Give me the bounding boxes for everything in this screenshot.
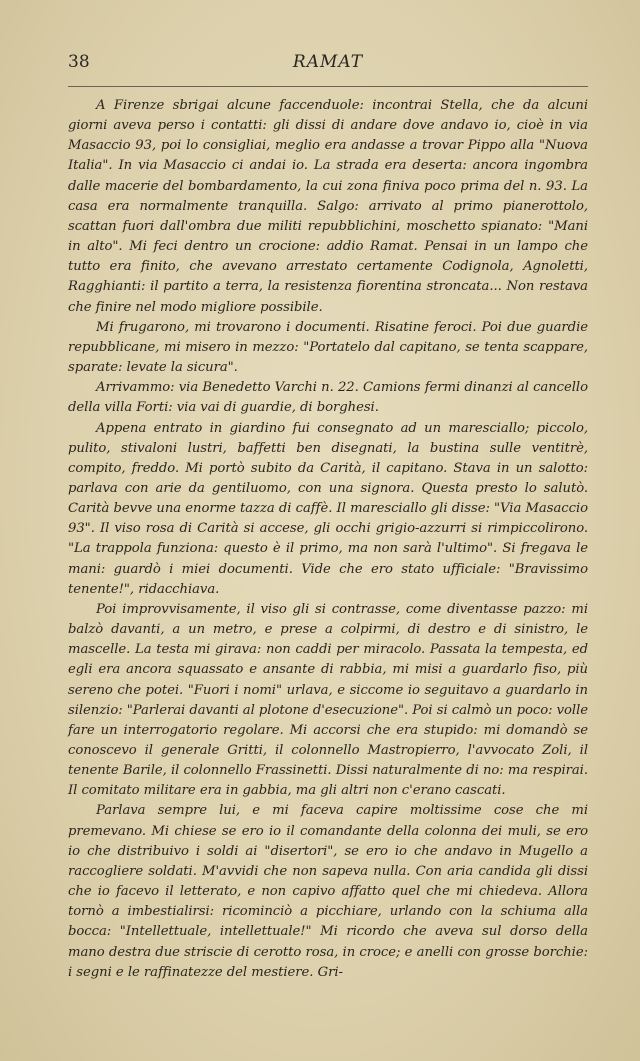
header-rule (68, 86, 588, 87)
paragraph: A Firenze sbrigai alcune faccenduole: incontrai Stella, che da alcuni giorni aveva perso i contatti: gli dissi di andare dove andavo io, cioè in via Masaccio 93, poi lo consigliai, meglio era andasse a trovar Pippo alla "Nuova Italia". In via Masaccio ci andai io. La strada era deserta: ancora ingombra dalle macerie del bombardamento, la cui zona finiva poco prima del n. 93. La casa era normalmente tranquilla. Salgo: arrivato al primo pianerottolo, scattan fuori dall'ombra due militi repubblichini, moschetto spianato: "Mani in alto". Mi feci dentro un crocione: addio Ramat. Pensai in un lampo che tutto era finito, che avevano arrestato certamente Codignola, Agnoletti, Ragghianti: il partito a terra, la resistenza fiorentina stroncata... Non restava che finire nel modo migliore possibile. (68, 98, 588, 315)
paragraph: Mi frugarono, mi trovarono i documenti. Risatine feroci. Poi due guardie repubblicane, mi misero in mezzo: "Portatelo dal capitano, se tenta scappare, sparate: levate la sicura". (68, 319, 588, 376)
running-head: RAMAT (292, 52, 364, 72)
page-header (68, 52, 588, 76)
page-number: 38 (68, 52, 90, 72)
paragraph: Poi improvvisamente, il viso gli si contrasse, come diventasse pazzo: mi balzò davanti, a un metro, e prese a colpirmi, di destro e di sinistro, le mascelle. La testa mi girava: non caddi per miracolo. Passata la tempesta, ed egli era ancora squassato e ansante di rabbia, mi misi a guardarlo fiso, più sereno che potei. "Fuori i nomi" urlava, e siccome io seguitavo a guardarlo in silenzio: "Parlerai davanti al plotone d'esecuzione". Poi si calmò un poco: volle fare un interrogatorio regolare. Mi accorsi che era stupido: mi domandò se conoscevo il generale Gritti, il colonnello Mastropierro, l'avvocato Zoli, il tenente Barile, il colonnello Frassinetti. Dissi naturalmente di no: ma respirai. Il comitato militare era in gabbia, ma gli altri non c'erano cascati. (68, 601, 589, 799)
paragraph: Arrivammo: via Benedetto Varchi n. 22. Camions fermi dinanzi al cancello della villa Forti: via vai di guardie, di borghesi. (68, 380, 588, 416)
paragraph: Appena entrato in giardino fui consegnato ad un maresciallo; piccolo, pulito, stivaloni lustri, baffetti ben disegnati, la bustina sulle ventitrè, compito, freddo. Mi portò subito da Carità, il capitano. Stava in un salotto: parlava con arie da gentiluomo, con una signora. Questa presto lo salutò. Carità bevve una enorme tazza di caffè. Il maresciallo gli disse: "Via Masaccio 93". Il viso rosa di Carità si accese, gli occhi grigio-azzurri si rimpiccolirono. "La trappola funziona: questo è il primo, ma non sarà l'ultimo". Si fregava le mani: guardò i miei documenti. Vide che ero stato ufficiale: "Bravissimo tenente!", ridacchiava. (68, 420, 588, 597)
body-text (68, 96, 588, 983)
paragraph: Parlava sempre lui, e mi faceva capire moltissime cose che mi premevano. Mi chiese se ero io il comandante della colonna dei muli, se ero io che distribuivo i soldi ai "disertori", se ero io che andavo in Mugello a raccogliere soldati. M'avvidi che non sapeva nulla. Con aria candida gli dissi che io facevo il letterato, e non capivo affatto quel che mi chiedeva. Allora tornò a imbestialirsi: ricominciò a picchiare, urlando con la schiuma alla bocca: "Intellettuale, intellettuale!" Mi ricordo che aveva sul dorso della mano destra due striscie di cerotto rosa, in croce; e anelli con grosse borchie: i segni e le raffinatezze del mestiere. Gri- (68, 803, 588, 980)
